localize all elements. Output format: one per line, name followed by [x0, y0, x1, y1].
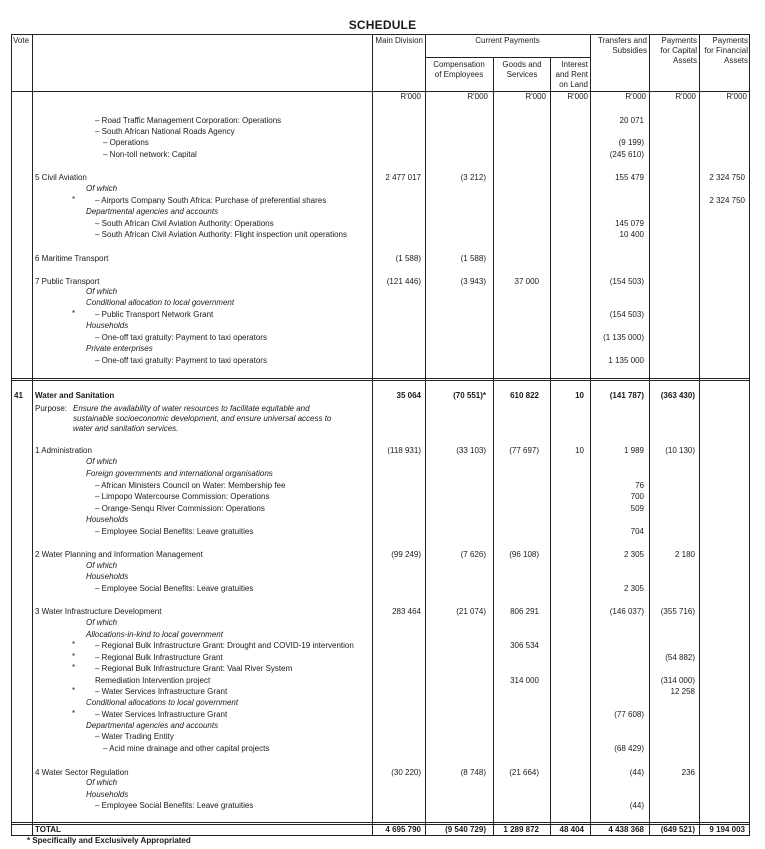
- row-label: – Water Trading Entity: [95, 732, 174, 741]
- table-row: [0, 468, 765, 479]
- cell-main: (118 931): [387, 446, 421, 455]
- cell-main: 4 695 790: [385, 825, 421, 834]
- row-label: Households: [86, 790, 129, 799]
- row-label: – Water Services Infrastructure Grant: [95, 687, 228, 696]
- header-financial-line: Assets: [723, 56, 748, 65]
- header-compensation: [426, 60, 492, 80]
- cell-capital: (363 430): [660, 391, 695, 400]
- table-row: [0, 320, 765, 331]
- cell-trans: (1 135 000): [603, 333, 644, 342]
- row-label: Of which: [86, 561, 118, 570]
- total-rule: [11, 822, 750, 823]
- cell-comp: (33 103): [456, 446, 486, 455]
- header-rule: [425, 57, 590, 58]
- table-row: [0, 491, 765, 502]
- cell-goods: 1 289 872: [503, 825, 539, 834]
- cell-int: 10: [575, 391, 584, 400]
- header-main-division: Main Division: [375, 36, 423, 45]
- cell-goods: 610 822: [510, 391, 539, 400]
- row-label: – Orange-Senqu River Commission: Operations: [95, 504, 265, 513]
- appropriated-marker: *: [72, 195, 76, 204]
- table-row: [0, 709, 765, 720]
- table-row: [0, 652, 765, 663]
- cell-trans: 4 438 368: [608, 825, 644, 834]
- cell-goods: 306 534: [510, 641, 539, 650]
- table-row: [0, 183, 765, 194]
- cell-capital: (10 130): [665, 446, 695, 455]
- cell-goods: (21 664): [509, 768, 539, 777]
- table-row: [0, 800, 765, 811]
- cell-trans: 509: [630, 504, 644, 513]
- header-vote: Vote: [13, 36, 30, 45]
- cell-comp: (9 540 729): [445, 825, 486, 834]
- cell-main: 2 477 017: [385, 173, 421, 182]
- appropriated-marker: *: [72, 663, 76, 672]
- unit-label: R'000: [675, 92, 696, 101]
- cell-trans: 76: [635, 481, 644, 490]
- vote-number: 41: [14, 391, 23, 400]
- row-label: 1 Administration: [35, 446, 92, 455]
- row-label: Households: [86, 572, 129, 581]
- table-row: [0, 355, 765, 366]
- row-label: Of which: [86, 457, 118, 466]
- table-row: [0, 640, 765, 651]
- row-label: 3 Water Infrastructure Development: [35, 607, 162, 616]
- header-financial-assets: [700, 36, 748, 66]
- row-label: 5 Civil Aviation: [35, 173, 87, 182]
- table-row: [0, 743, 765, 754]
- header-capital-line: Payments: [661, 36, 697, 45]
- table-row: [0, 332, 765, 343]
- header-goods-services: [494, 60, 550, 80]
- cell-comp: (7 626): [460, 550, 486, 559]
- table-row: [0, 390, 765, 401]
- cell-capital: 12 258: [670, 687, 695, 696]
- cell-goods: 806 291: [510, 607, 539, 616]
- table-row: [0, 697, 765, 708]
- table-row: [0, 403, 765, 433]
- row-label: Conditional allocation to local government: [86, 298, 235, 307]
- cell-main: 283 464: [392, 607, 421, 616]
- unit-label: R'000: [400, 92, 421, 101]
- row-label: – South African Civil Aviation Authority: Flight inspection unit operations: [95, 230, 347, 239]
- header-capital-assets: [650, 36, 697, 66]
- cell-comp: (8 748): [460, 768, 486, 777]
- table-row: [0, 514, 765, 525]
- cell-trans: 1 135 000: [608, 356, 644, 365]
- cell-comp: (21 074): [456, 607, 486, 616]
- cell-capital: 236: [681, 768, 695, 777]
- cell-trans: (44): [629, 801, 644, 810]
- table-row: [0, 206, 765, 217]
- cell-trans: (68 429): [614, 744, 644, 753]
- row-label: 7 Public Transport: [35, 277, 100, 286]
- cell-trans: (9 199): [618, 138, 644, 147]
- row-label: – Non-toll network: Capital: [103, 150, 197, 159]
- cell-trans: (154 503): [609, 277, 644, 286]
- cell-trans: (245 610): [609, 150, 644, 159]
- cell-fin: 2 324 750: [709, 173, 745, 182]
- row-label: – South African National Roads Agency: [95, 127, 235, 136]
- row-label: Foreign governments and international organisations: [86, 469, 273, 478]
- table-row: [0, 343, 765, 354]
- row-label: – Operations: [103, 138, 149, 147]
- row-label: – One-off taxi gratuity: Payment to taxi operators: [95, 356, 267, 365]
- unit-label: R'000: [625, 92, 646, 101]
- cell-main: (30 220): [391, 768, 421, 777]
- table-row: [0, 137, 765, 148]
- table-row: [0, 606, 765, 617]
- table-row: [0, 445, 765, 456]
- cell-main: 35 064: [396, 391, 421, 400]
- row-label: – Regional Bulk Infrastructure Grant: [95, 653, 223, 662]
- appropriated-marker: *: [72, 309, 76, 318]
- cell-comp: (70 551)*: [453, 391, 486, 400]
- cell-trans: 704: [630, 527, 644, 536]
- row-label: Departmental agencies and accounts: [86, 721, 219, 730]
- cell-trans: 700: [630, 492, 644, 501]
- table-row: [0, 126, 765, 137]
- cell-trans: (146 037): [609, 607, 644, 616]
- unit-label: R'000: [726, 92, 747, 101]
- section-rule: [11, 380, 750, 381]
- cell-comp: (1 588): [460, 254, 486, 263]
- cell-goods: (77 697): [509, 446, 539, 455]
- table-row: [0, 663, 765, 674]
- section-rule: [11, 378, 750, 379]
- row-label: Departmental agencies and accounts: [86, 207, 219, 216]
- table-row: [0, 172, 765, 183]
- table-row: [0, 253, 765, 264]
- row-label: Conditional allocations to local government: [86, 698, 239, 707]
- row-label: – Water Services Infrastructure Grant: [95, 710, 228, 719]
- appropriated-marker: *: [72, 686, 76, 695]
- row-label: Of which: [86, 287, 118, 296]
- unit-label: R'000: [567, 92, 588, 101]
- table-row: [0, 549, 765, 560]
- row-label: – Employee Social Benefits: Leave gratuities: [95, 801, 254, 810]
- table-row: [0, 720, 765, 731]
- row-label: 6 Maritime Transport: [35, 254, 109, 263]
- cell-capital: (649 521): [660, 825, 695, 834]
- row-label: Of which: [86, 618, 118, 627]
- cell-goods: 37 000: [514, 277, 539, 286]
- header-capital-line: Assets: [672, 56, 697, 65]
- row-label: – Employee Social Benefits: Leave gratuities: [95, 584, 254, 593]
- header-transfers-line: Subsidies: [612, 46, 647, 55]
- cell-capital: 2 180: [674, 550, 695, 559]
- row-label: – Regional Bulk Infrastructure Grant: Vaal River System: [95, 664, 293, 673]
- cell-trans: 155 479: [615, 173, 644, 182]
- header-transfers: [591, 36, 647, 56]
- cell-int: 10: [575, 446, 584, 455]
- table-row: [0, 503, 765, 514]
- header-interest: [551, 60, 588, 90]
- cell-int: 48 404: [559, 825, 584, 834]
- row-label: TOTAL: [35, 825, 61, 834]
- table-row: [0, 560, 765, 571]
- header-interest-line: and Rent: [555, 70, 588, 79]
- cell-trans: 20 071: [619, 116, 644, 125]
- row-label: – One-off taxi gratuity: Payment to taxi operators: [95, 333, 267, 342]
- appropriated-marker: *: [72, 652, 76, 661]
- cell-trans: (154 503): [609, 310, 644, 319]
- header-financial-line: Payments: [712, 36, 748, 45]
- table-row: [0, 731, 765, 742]
- cell-main: (121 446): [386, 277, 421, 286]
- cell-trans: (141 787): [609, 391, 644, 400]
- cell-fin: 9 194 003: [709, 825, 745, 834]
- cell-trans: 1 989: [623, 446, 644, 455]
- row-label: – South African Civil Aviation Authority: Operations: [95, 219, 274, 228]
- cell-trans: 2 305: [623, 584, 644, 593]
- row-label: – Acid mine drainage and other capital projects: [103, 744, 270, 753]
- table-row: [0, 115, 765, 126]
- unit-label: R'000: [525, 92, 546, 101]
- table-row: [0, 571, 765, 582]
- appropriated-marker: *: [72, 640, 76, 649]
- cell-trans: (77 608): [614, 710, 644, 719]
- cell-trans: (44): [629, 768, 644, 777]
- header-goods-line: Goods and: [502, 60, 542, 69]
- row-label: – Employee Social Benefits: Leave gratuities: [95, 527, 254, 536]
- row-label: Water and Sanitation: [35, 391, 115, 400]
- unit-label: R'000: [467, 92, 488, 101]
- header-interest-line: Interest: [561, 60, 588, 69]
- header-capital-line: for Capital: [660, 46, 697, 55]
- row-label: – Road Traffic Management Corporation: Operations: [95, 116, 282, 125]
- row-label: – Regional Bulk Infrastructure Grant: Drought and COVID-19 intervention: [95, 641, 354, 650]
- table-row: [0, 675, 765, 686]
- cell-trans: 145 079: [615, 219, 644, 228]
- table-row: [0, 456, 765, 467]
- table-row: [0, 617, 765, 628]
- cell-fin: 2 324 750: [709, 196, 745, 205]
- header-compensation-line: Compensation: [433, 60, 485, 69]
- table-row: [0, 229, 765, 240]
- cell-main: (1 588): [395, 254, 421, 263]
- table-row: [0, 297, 765, 308]
- cell-comp: (3 943): [460, 277, 486, 286]
- table-row: [0, 526, 765, 537]
- purpose-text: sustainable socioeconomic development, and ensure universal access to: [73, 414, 332, 423]
- header-goods-line: Services: [506, 70, 538, 79]
- appropriated-marker: *: [72, 709, 76, 718]
- table-row: [0, 777, 765, 788]
- table-row: [0, 149, 765, 160]
- table-row: [0, 218, 765, 229]
- cell-goods: (96 108): [509, 550, 539, 559]
- header-current-payments: Current Payments: [475, 36, 540, 45]
- footnote: * Specifically and Exclusively Appropriated: [27, 836, 191, 845]
- table-row: [0, 629, 765, 640]
- row-label: – Limpopo Watercourse Commission: Operations: [95, 492, 270, 501]
- table-row: [0, 824, 765, 835]
- header-interest-line: on Land: [559, 80, 588, 89]
- header-financial-line: for Financial: [704, 46, 748, 55]
- row-label: Of which: [86, 184, 118, 193]
- row-label: Households: [86, 515, 129, 524]
- row-label: Remediation Intervention project: [95, 676, 211, 685]
- row-label: Households: [86, 321, 129, 330]
- row-label: 2 Water Planning and Information Management: [35, 550, 203, 559]
- table-row: [0, 480, 765, 491]
- header-transfers-line: Transfers and: [597, 36, 647, 45]
- purpose-text: Ensure the availability of water resources to facilitate equitable and: [73, 404, 310, 413]
- cell-trans: 2 305: [623, 550, 644, 559]
- table-row: [0, 789, 765, 800]
- row-label: – Airports Company South Africa: Purchase of preferential shares: [95, 196, 327, 205]
- table-row: [0, 309, 765, 320]
- cell-capital: (54 882): [665, 653, 695, 662]
- cell-comp: (3 212): [460, 173, 486, 182]
- cell-main: (99 249): [391, 550, 421, 559]
- row-label: – African Ministers Council on Water: Membership fee: [95, 481, 286, 490]
- header-compensation-line: of Employees: [434, 70, 484, 79]
- row-label: 4 Water Sector Regulation: [35, 768, 129, 777]
- page-title: SCHEDULE: [348, 18, 417, 32]
- cell-trans: 10 400: [619, 230, 644, 239]
- row-label: Private enterprises: [86, 344, 153, 353]
- purpose-label: Purpose:: [35, 404, 68, 413]
- purpose-text: water and sanitation services.: [73, 424, 179, 433]
- table-row: [0, 583, 765, 594]
- row-label: Of which: [86, 778, 118, 787]
- table-row: [0, 286, 765, 297]
- cell-capital: (314 000): [660, 676, 695, 685]
- table-row: [0, 195, 765, 206]
- table-row: [0, 686, 765, 697]
- row-label: – Public Transport Network Grant: [95, 310, 214, 319]
- cell-goods: 314 000: [510, 676, 539, 685]
- row-label: Allocations-in-kind to local government: [86, 630, 223, 639]
- cell-capital: (355 716): [660, 607, 695, 616]
